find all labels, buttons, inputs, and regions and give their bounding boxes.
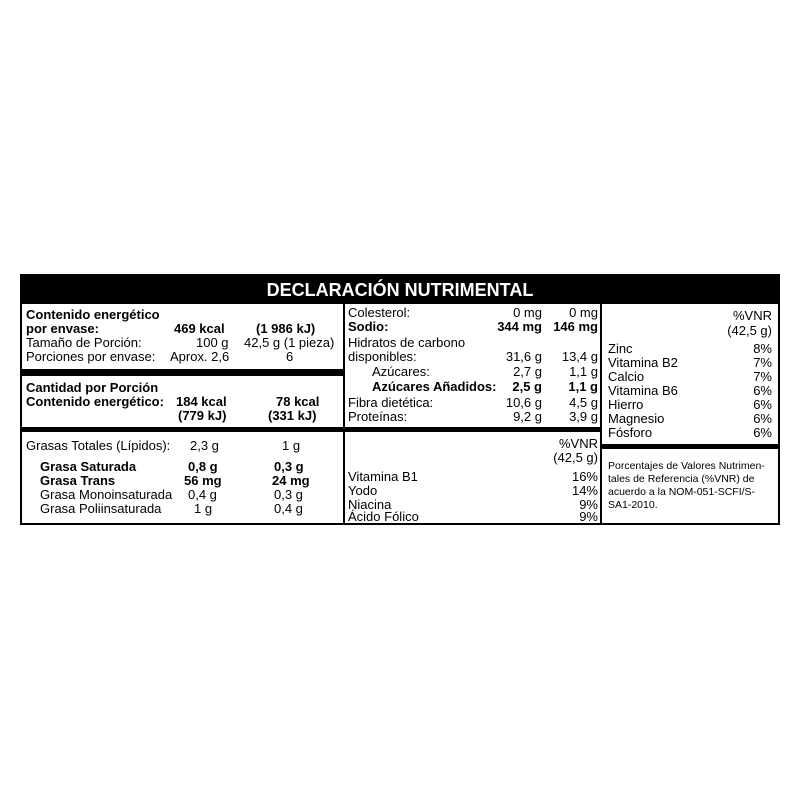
calcium-value: 7% (753, 369, 772, 384)
phosphorus-value: 6% (753, 425, 772, 440)
fat-poly-piece: 0,4 g (274, 501, 303, 516)
energy-label-line2: por envase: (26, 321, 99, 336)
cholesterol-label: Colesterol: (348, 305, 411, 320)
vnr-header: %VNR (558, 436, 598, 451)
iron-label: Hierro (608, 397, 644, 412)
cholesterol-piece: 0 mg (569, 305, 598, 320)
footnote-line4: SA1-2010. (608, 499, 658, 511)
fat-trans-100: 56 mg (184, 473, 222, 488)
fiber-piece: 4,5 g (569, 395, 598, 410)
right-vnr-subheader: (42,5 g) (727, 323, 772, 338)
iron-value: 6% (753, 397, 772, 412)
magnesium-value: 6% (753, 411, 772, 426)
vitamin-b1-label: Vitamina B1 (348, 469, 418, 484)
column-divider (600, 304, 602, 523)
portions-per-pack-pieces: 6 (286, 349, 294, 364)
per-portion-kj-piece: (331 kJ) (268, 408, 317, 423)
portion-size-label: Tamaño de Porción: (26, 335, 142, 350)
label-title: DECLARACIÓN NUTRIMENTAL (22, 276, 778, 304)
vitamin-b2-label: Vitamina B2 (608, 355, 678, 370)
cholesterol-100: 0 mg (513, 305, 542, 320)
energy-kj: (1 986 kJ) (256, 321, 316, 336)
added-sugars-piece: 1,1 g (568, 379, 598, 394)
folic-acid-label: Ácido Fólico (348, 509, 419, 524)
per-portion-label: Cantidad por Porción (26, 380, 159, 395)
energy-kcal: 469 kcal (174, 321, 225, 336)
fat-trans-piece: 24 mg (272, 473, 310, 488)
vitamin-b1-value: 16% (571, 469, 598, 484)
iodine-value: 14% (571, 483, 598, 498)
zinc-label: Zinc (608, 341, 633, 356)
vnr-subheader: (42,5 g) (553, 450, 598, 465)
added-sugars-label: Azúcares Añadidos: (372, 379, 497, 394)
fiber-100: 10,6 g (505, 395, 542, 410)
magnesium-label: Magnesio (608, 411, 665, 426)
sugars-label: Azúcares: (372, 364, 430, 379)
portions-per-pack-label: Porciones por envase: (26, 349, 156, 364)
nutrition-label (20, 274, 780, 525)
sugars-piece: 1,1 g (569, 364, 598, 379)
fat-mono-label: Grasa Monoinsaturada (40, 487, 173, 502)
sodium-piece: 146 mg (553, 319, 598, 334)
folic-acid-value: 9% (579, 509, 598, 524)
fat-mono-100: 0,4 g (188, 487, 217, 502)
column-divider (343, 304, 345, 523)
per-portion-kcal-100: 184 kcal (176, 394, 227, 409)
fat-saturated-100: 0,8 g (188, 459, 218, 474)
vitamin-b6-value: 6% (753, 383, 772, 398)
fat-mono-piece: 0,3 g (274, 487, 303, 502)
carbs-label-line1: Hidratos de carbono (348, 335, 466, 350)
fat-saturated-label: Grasa Saturada (40, 459, 137, 474)
protein-label: Proteínas: (348, 409, 408, 424)
fat-poly-100: 1 g (194, 501, 213, 516)
fat-poly-label: Grasa Poliinsaturada (40, 501, 162, 516)
portion-size-100: 100 g (196, 335, 229, 350)
portions-per-pack-approx: Aprox. 2,6 (170, 349, 230, 364)
carbs-label-line2: disponibles: (348, 349, 417, 364)
zinc-value: 8% (753, 341, 772, 356)
per-portion-kj-100: (779 kJ) (178, 408, 227, 423)
fat-saturated-piece: 0,3 g (274, 459, 304, 474)
sodium-100: 344 mg (497, 319, 542, 334)
sugars-100: 2,7 g (513, 364, 542, 379)
fat-total-label: Grasas Totales (Lípidos): (26, 438, 171, 453)
fat-total-piece: 1 g (282, 438, 301, 453)
section-divider-bar (602, 444, 778, 449)
fat-total-100: 2,3 g (190, 438, 219, 453)
energy-label-line1: Contenido energético (26, 307, 160, 322)
fiber-label: Fibra dietética: (348, 395, 434, 410)
niacin-value: 9% (579, 497, 598, 512)
carbs-100: 31,6 g (505, 349, 542, 364)
section-divider-bar (345, 427, 601, 432)
right-vnr-header: %VNR (732, 308, 772, 323)
carbs-piece: 13,4 g (561, 349, 598, 364)
per-portion-kcal-piece: 78 kcal (276, 394, 320, 409)
protein-piece: 3,9 g (569, 409, 598, 424)
section-divider-bar (22, 369, 343, 376)
calcium-label: Calcio (608, 369, 645, 384)
portion-size-piece: 42,5 g (1 pieza) (244, 335, 335, 350)
footnote-line3: acuerdo a la NOM-051-SCFI/S- (608, 486, 756, 498)
vitamin-b6-label: Vitamina B6 (608, 383, 678, 398)
niacin-label: Niacina (348, 497, 392, 512)
phosphorus-label: Fósforo (608, 425, 653, 440)
sodium-label: Sodio: (348, 319, 389, 334)
iodine-label: Yodo (348, 483, 378, 498)
per-portion-energy-label: Contenido energético: (26, 394, 164, 409)
footnote-line2: tales de Referencia (%VNR) de (608, 473, 755, 485)
footnote-line1: Porcentajes de Valores Nutrimen- (608, 460, 765, 472)
protein-100: 9,2 g (513, 409, 542, 424)
added-sugars-100: 2,5 g (512, 379, 542, 394)
vitamin-b2-value: 7% (753, 355, 772, 370)
section-divider-bar (22, 427, 343, 432)
fat-trans-label: Grasa Trans (40, 473, 116, 488)
